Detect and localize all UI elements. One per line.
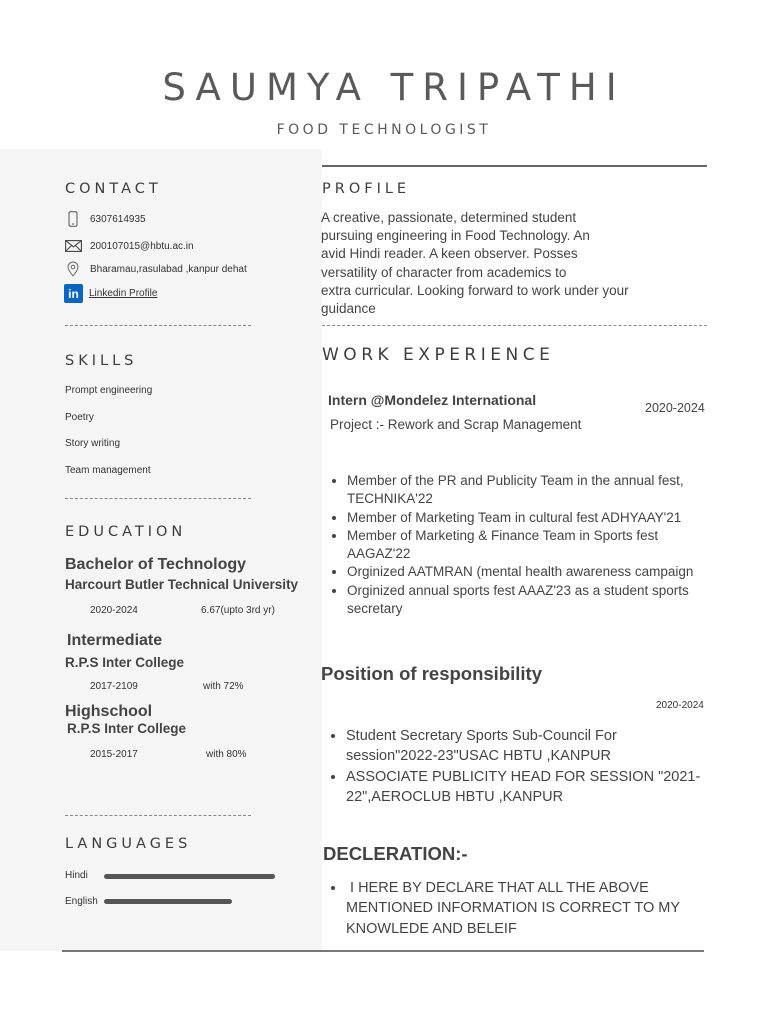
education-score: 6.67(upto 3rd yr) (201, 605, 275, 616)
profile-line: avid Hindi reader. A keen observer. Posses (321, 246, 578, 262)
education-score: with 72% (203, 681, 244, 692)
responsibility-heading: Position of responsibility (321, 663, 542, 684)
skill-item: Team management (65, 465, 151, 476)
language-level-bar (104, 874, 275, 879)
skill-item: Prompt engineering (65, 385, 153, 396)
profile-line: extra curricular. Looking forward to work under your (321, 282, 629, 298)
work-heading: WORK EXPERIENCE (322, 345, 555, 365)
job-project: Project :- Rework and Scrap Management (330, 417, 582, 432)
education-score: with 80% (206, 749, 247, 760)
home-address: Bharamau,rasulabad ,kanpur dehat (90, 263, 247, 275)
work-bullet-list (321, 472, 713, 618)
profile-heading: PROFILE (322, 181, 411, 197)
list-item: • Member of Marketing Team in cultural fest ADHYAAY'21 (347, 509, 713, 527)
list-item: • ASSOCIATE PUBLICITY HEAD FOR SESSION "2021-22",AEROCLUB HBTU ,KANPUR (346, 767, 710, 808)
footer-divider (62, 950, 704, 952)
education-institution: Harcourt Butler Technical University (65, 577, 299, 592)
contact-heading: CONTACT (65, 181, 162, 197)
list-item: • Orginized annual sports fest AAAZ'23 as a student sports secretary (347, 582, 713, 619)
profile-line: guidance (321, 301, 376, 317)
language-name: English (65, 896, 98, 907)
header-divider (322, 165, 707, 167)
education-years: 2015-2017 (90, 749, 138, 760)
education-heading: EDUCATION (65, 524, 187, 540)
list-item: • Student Secretary Sports Sub-Council For session"2022-23"USAC HBTU ,KANPUR (346, 726, 710, 767)
list-item: • Orginized AATMRAN (mental health awareness campaign (347, 563, 713, 581)
languages-heading: LANGUAGES (65, 836, 192, 852)
list-item: • Member of the PR and Publicity Team in the annual fest, TECHNIKA'22 (347, 472, 713, 509)
responsibility-bullet-list (320, 726, 710, 807)
phone-icon (64, 211, 82, 227)
language-level-bar (104, 899, 232, 904)
declaration-bullet-list (320, 878, 700, 939)
profile-line: pursuing engineering in Food Technology. An (321, 228, 590, 244)
contact-phone (64, 211, 146, 227)
job-title: Intern @Mondelez International (328, 392, 537, 408)
skill-item: Poetry (65, 412, 94, 423)
education-degree: Bachelor of Technology (65, 556, 247, 573)
candidate-name: SAUMYA TRIPATHI (162, 66, 626, 109)
email-address[interactable]: 200107015@hbtu.ac.in (90, 240, 194, 252)
section-divider (65, 498, 251, 499)
education-institution: R.P.S Inter College (65, 655, 185, 670)
profile-summary (321, 209, 701, 318)
education-degree: Intermediate (67, 632, 163, 649)
skills-heading: SKILLS (65, 353, 138, 369)
location-pin-icon (64, 261, 82, 277)
section-divider (65, 815, 251, 816)
linkedin-icon[interactable]: in (64, 284, 83, 303)
job-years: 2020-2024 (645, 401, 705, 415)
profile-line: versatility of character from academics to (321, 264, 567, 280)
declaration-heading: DECLERATION:- (323, 843, 468, 864)
responsibility-years: 2020-2024 (656, 700, 704, 711)
skill-item: Story writing (65, 438, 121, 449)
contact-address (64, 261, 247, 277)
education-institution: R.P.S Inter College (67, 721, 187, 736)
job-title: FOOD TECHNOLOGIST (276, 122, 492, 138)
profile-line: A creative, passionate, determined student (321, 210, 577, 225)
list-item: • Member of Marketing & Finance Team in Sports fest AAGAZ'22 (347, 527, 713, 564)
list-item: • I HERE BY DECLARE THAT ALL THE ABOVE MENTIONED INFORMATION IS CORRECT TO MY KNOWLEDE AND BELEIF (346, 878, 700, 939)
education-degree: Highschool (65, 703, 153, 720)
education-years: 2017-2109 (90, 681, 138, 692)
contact-email (64, 238, 194, 254)
mail-icon (64, 238, 82, 254)
education-years: 2020-2024 (90, 605, 138, 616)
section-divider (322, 325, 707, 326)
contact-linkedin[interactable] (64, 284, 157, 303)
section-divider (65, 325, 251, 326)
linkedin-profile-link[interactable]: Linkedin Profile (89, 288, 158, 299)
phone-number: 6307614935 (90, 213, 146, 225)
language-name: Hindi (65, 870, 88, 881)
